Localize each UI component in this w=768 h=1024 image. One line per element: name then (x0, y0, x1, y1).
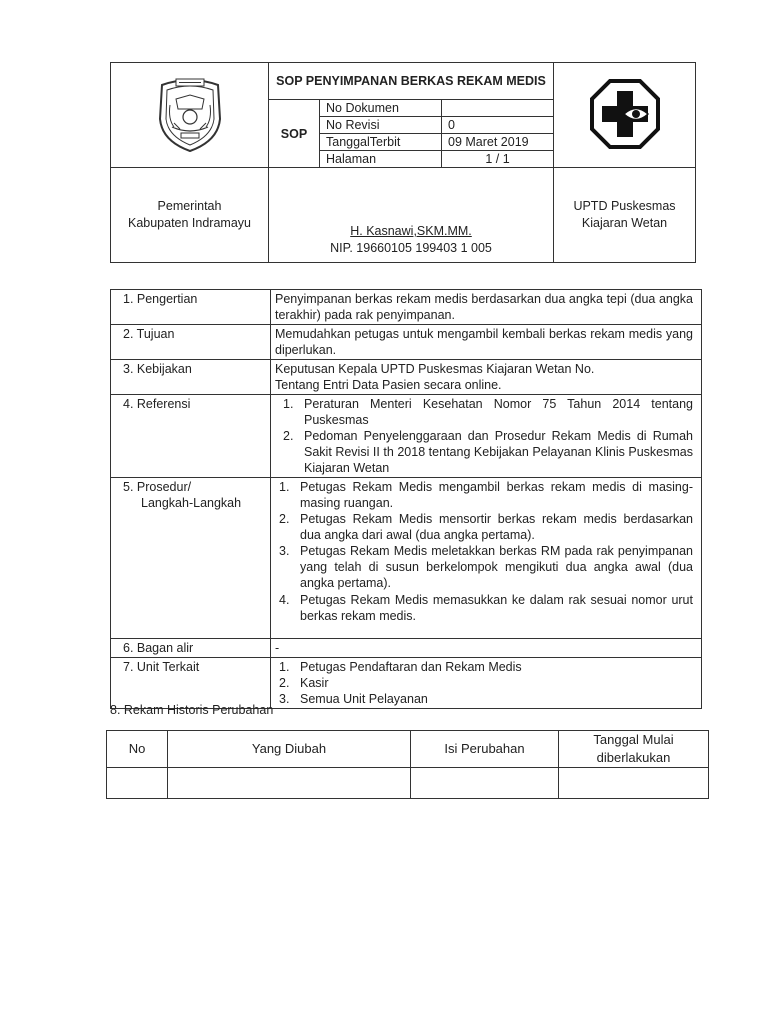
prosedur-label (111, 478, 271, 639)
kebijakan-line1: Keputusan Kepala UPTD Puskesmas Kiajaran Wetan No. (275, 362, 595, 376)
row-kebijakan (111, 360, 702, 395)
list-item (275, 659, 693, 675)
referensi-label: 4. Referensi (111, 395, 271, 478)
history-cell (168, 768, 411, 799)
revision-value: 0 (442, 117, 554, 134)
history-table (106, 730, 709, 799)
history-col-date-line2: diberlakukan (596, 750, 671, 765)
signature-cell (269, 168, 554, 263)
list-item (275, 691, 693, 707)
uptd-line2: Kiajaran Wetan (581, 216, 668, 230)
government-line1: Pemerintah (157, 199, 222, 213)
list-item (275, 592, 693, 624)
list-text: Semua Unit Pelayanan (300, 692, 428, 706)
sop-header-table (110, 62, 696, 263)
list-text: Peraturan Menteri Kesehatan Nomor 75 Tahun 2014 tentang Puskesmas (304, 397, 693, 427)
list-text: Petugas Rekam Medis mengambil berkas rekam medis di masing-masing ruangan. (300, 480, 693, 510)
tujuan-label: 2. Tujuan (111, 325, 271, 360)
history-col-date-line1: Tanggal Mulai (593, 732, 674, 747)
list-number: 3. (279, 544, 290, 558)
list-number: 4. (279, 593, 290, 607)
referensi-list (275, 396, 693, 476)
uptd-cell (554, 168, 696, 263)
unit-list (275, 659, 693, 707)
issue-date-value: 09 Maret 2019 (442, 134, 554, 151)
history-col-date (559, 731, 709, 768)
bagan-label: 6. Bagan alir (111, 639, 271, 658)
row-unit-terkait (111, 658, 702, 709)
doc-number-label: No Dokumen (320, 100, 442, 117)
right-logo-cell (554, 63, 696, 168)
list-item (275, 396, 693, 428)
list-text: Kasir (300, 676, 329, 690)
history-cell (107, 768, 168, 799)
list-text: Petugas Pendaftaran dan Rekam Medis (300, 660, 522, 674)
list-text: Petugas Rekam Medis mensortir berkas rekam medis berdasarkan dua angka dari awal (dua angka pertama). (300, 512, 693, 542)
uptd-line1: UPTD Puskesmas (573, 199, 676, 213)
list-number: 1. (279, 480, 290, 494)
list-number: 1. (283, 397, 294, 411)
list-text: Petugas Rekam Medis meletakkan berkas RM pada rak penyimpanan yang telah di susun berkelompok mengikuti dua angka awal (dua angka pertama). (300, 544, 693, 590)
list-number: 1. (279, 660, 290, 674)
history-header-row (107, 731, 709, 768)
kebijakan-text (271, 360, 702, 395)
history-cell (411, 768, 559, 799)
history-section-title: 8. Rekam Historis Perubahan (110, 703, 274, 717)
list-item (275, 543, 693, 591)
row-prosedur (111, 478, 702, 639)
list-text: Pedoman Penyelenggaraan dan Prosedur Rekam Medis di Rumah Sakit Revisi II th 2018 tentang Kebijakan Pelayanan Klinis Puskesmas Kiajaran Wetan (304, 429, 693, 475)
table-row (107, 768, 709, 799)
prosedur-list-cell (271, 478, 702, 639)
doc-number-value (442, 100, 554, 117)
left-logo-cell (111, 63, 269, 168)
page-label: Halaman (320, 151, 442, 168)
list-item (275, 675, 693, 691)
unit-list-cell (271, 658, 702, 709)
list-item (275, 428, 693, 476)
tujuan-text: Memudahkan petugas untuk mengambil kembali berkas rekam medis yang diperlukan. (271, 325, 702, 360)
list-item (275, 511, 693, 543)
document-title: SOP PENYIMPANAN BERKAS REKAM MEDIS (269, 63, 554, 100)
history-col-no: No (107, 731, 168, 768)
revision-label: No Revisi (320, 117, 442, 134)
referensi-list-cell (271, 395, 702, 478)
list-text: Petugas Rekam Medis memasukkan ke dalam rak sesuai nomor urut berkas rekam medis. (300, 593, 693, 623)
prosedur-label-line1: 5. Prosedur/ (123, 480, 192, 494)
regency-crest-icon (154, 75, 226, 153)
sop-content-table (110, 289, 702, 709)
list-item (275, 479, 693, 511)
history-col-changed: Yang Diubah (168, 731, 411, 768)
sop-label: SOP (269, 100, 320, 168)
government-line2: Kabupaten Indramayu (127, 216, 251, 230)
prosedur-label-line2: Langkah-Langkah (141, 496, 242, 510)
row-tujuan (111, 325, 702, 360)
signer-nip: NIP. 19660105 199403 1 005 (330, 241, 492, 255)
unit-label: 7. Unit Terkait (111, 658, 271, 709)
row-bagan-alir (111, 639, 702, 658)
history-col-content: Isi Perubahan (411, 731, 559, 768)
history-cell (559, 768, 709, 799)
list-number: 3. (279, 692, 290, 706)
list-number: 2. (283, 429, 294, 443)
pengertian-label: 1. Pengertian (111, 290, 271, 325)
row-referensi (111, 395, 702, 478)
prosedur-list (275, 479, 693, 624)
issue-date-label: TanggalTerbit (320, 134, 442, 151)
page-value: 1 / 1 (442, 151, 554, 168)
bagan-text: - (271, 639, 702, 658)
signer-name: H. Kasnawi,SKM.MM. (350, 224, 472, 238)
puskesmas-logo-icon (590, 79, 660, 149)
pengertian-text: Penyimpanan berkas rekam medis berdasarkan dua angka tepi (dua angka terakhir) pada rak penyimpanan. (271, 290, 702, 325)
row-pengertian (111, 290, 702, 325)
kebijakan-label: 3. Kebijakan (111, 360, 271, 395)
kebijakan-line2: Tentang Entri Data Pasien secara online. (275, 378, 502, 392)
list-number: 2. (279, 676, 290, 690)
government-cell (111, 168, 269, 263)
list-number: 2. (279, 512, 290, 526)
